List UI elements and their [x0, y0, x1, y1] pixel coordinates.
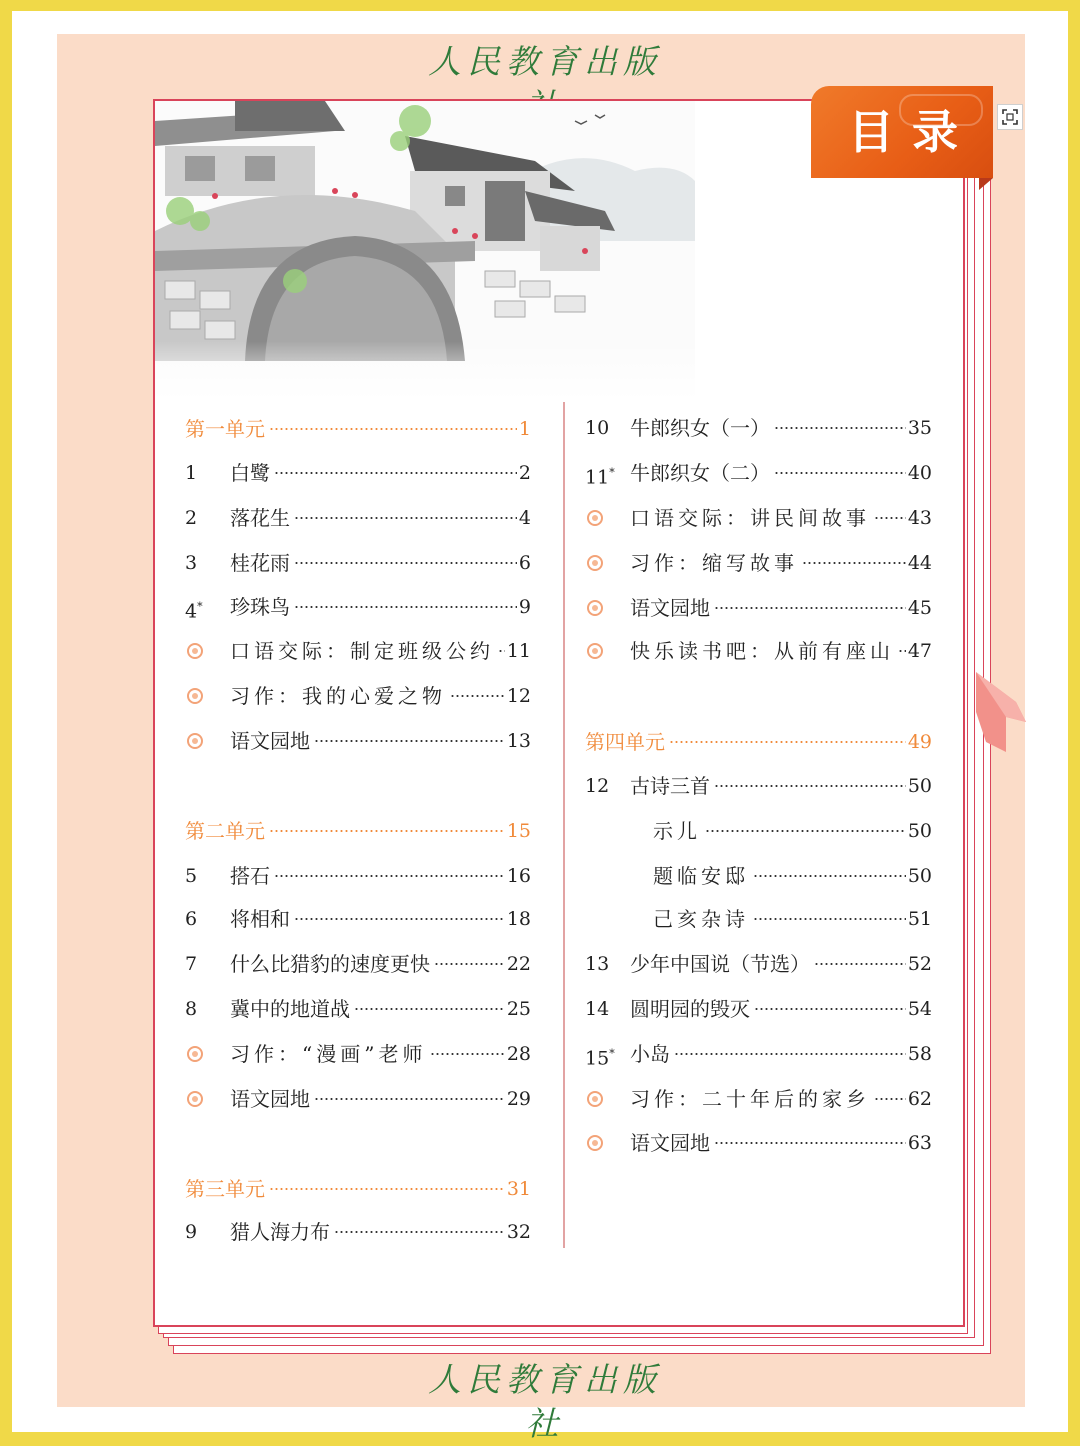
- lesson-number-text: 9: [185, 1221, 198, 1243]
- toc-item[interactable]: [185, 949, 531, 979]
- toc-item[interactable]: [585, 816, 932, 846]
- toc-item-title: 口语交际：制定班级公约: [230, 636, 496, 666]
- toc-item[interactable]: [585, 636, 932, 666]
- leader-dots: [274, 458, 517, 488]
- leader-dots: [354, 994, 505, 1024]
- page-number: 45: [907, 593, 932, 623]
- column-divider: [563, 402, 565, 1248]
- toc-item[interactable]: [185, 1039, 531, 1069]
- publisher-header: 人民教育出版: [428, 42, 662, 81]
- section-bullet-icon: [187, 688, 203, 704]
- lesson-number: [585, 1039, 625, 1073]
- lesson-number: [185, 458, 225, 488]
- publisher-footer: 人民教育出版社: [428, 1360, 662, 1443]
- page-number: 18: [506, 904, 531, 934]
- leader-dots: [314, 1084, 505, 1114]
- leader-dots: [294, 904, 505, 934]
- lesson-number-text: 4: [185, 600, 198, 623]
- section-bullet-icon: [587, 1091, 603, 1107]
- toc-item-title: 口语交际：讲民间故事: [630, 503, 872, 533]
- section-bullet-icon: [587, 510, 603, 526]
- page-number: 31: [506, 1174, 531, 1204]
- leader-dots: [714, 771, 906, 801]
- toc-item[interactable]: [185, 1084, 531, 1114]
- page-number: 32: [506, 1217, 531, 1247]
- leader-dots: [498, 636, 505, 666]
- toc-item-title: 快乐读书吧：从前有座山: [630, 636, 896, 666]
- page-number: 47: [907, 636, 932, 666]
- lesson-number: [185, 592, 225, 626]
- lesson-number: [585, 771, 625, 801]
- ribbon-bookmark: [976, 672, 1026, 752]
- leader-dots: [269, 414, 517, 444]
- page-number: 29: [506, 1084, 531, 1114]
- toc-item-title: 搭石: [230, 861, 272, 891]
- page-number: 58: [907, 1039, 932, 1069]
- toc-item-title: 语文园地: [630, 593, 712, 623]
- leader-dots: [814, 949, 906, 979]
- lesson-number: [185, 949, 225, 979]
- page-number: 1: [518, 414, 531, 444]
- toc-item[interactable]: [585, 1039, 932, 1069]
- page-number: 49: [907, 727, 932, 757]
- toc-item[interactable]: [585, 548, 932, 578]
- toc-item[interactable]: [185, 592, 531, 622]
- leader-dots: [774, 458, 906, 488]
- toc-item[interactable]: [185, 548, 531, 578]
- toc-item-title: 什么比猎豹的速度更快: [230, 949, 432, 979]
- lesson-number-text: 15: [585, 1047, 610, 1070]
- lesson-number-text: 11: [585, 466, 610, 489]
- page-number: 40: [907, 458, 932, 488]
- page-number: 28: [506, 1039, 531, 1069]
- lesson-number-text: 5: [185, 865, 198, 887]
- unit-title: 第一单元: [185, 414, 267, 444]
- toc-title: 目录: [848, 105, 976, 159]
- unit-title: 第四单元: [585, 727, 667, 757]
- toc-item-title: 牛郎织女（二）: [630, 458, 772, 488]
- section-bullet-icon: [187, 643, 203, 659]
- toc-item[interactable]: [185, 1217, 531, 1247]
- toc-item-title: 少年中国说（节选）: [630, 949, 812, 979]
- leader-dots: [714, 1128, 906, 1158]
- toc-item[interactable]: [585, 503, 932, 533]
- toc-item-title: 习作：二十年后的家乡: [630, 1084, 872, 1114]
- toc-item-title: 语文园地: [230, 726, 312, 756]
- leader-dots: [434, 949, 505, 979]
- optional-lesson-star: *: [609, 466, 615, 479]
- toc-item-title: 白鹭: [230, 458, 272, 488]
- toc-item-title: 题临安邸: [653, 861, 751, 891]
- unit-title: 第二单元: [185, 816, 267, 846]
- section-bullet-icon: [587, 600, 603, 616]
- section-bullet-icon: [187, 1046, 203, 1062]
- toc-item[interactable]: [185, 904, 531, 934]
- lesson-number-text: 14: [585, 998, 610, 1020]
- lesson-number: [185, 503, 225, 533]
- lesson-number: [185, 904, 225, 934]
- page-number: 63: [907, 1128, 932, 1158]
- toc-item-title: 珍珠鸟: [230, 592, 292, 622]
- toc-item-title: 习作：我的心爱之物: [230, 681, 448, 711]
- optional-lesson-star: *: [609, 1047, 615, 1060]
- toc-item-title: 牛郎织女（一）: [630, 413, 772, 443]
- page-number: 4: [518, 503, 531, 533]
- ink-bridge-illustration: [155, 101, 695, 401]
- leader-dots: [874, 1084, 906, 1114]
- leader-dots: [802, 548, 906, 578]
- page-number: 15: [506, 816, 531, 846]
- lesson-number-text: 8: [185, 998, 198, 1020]
- toc-item[interactable]: [185, 861, 531, 891]
- toc-item[interactable]: [585, 458, 932, 488]
- toc-item-title: 猎人海力布: [230, 1217, 332, 1247]
- leader-dots: [294, 592, 517, 622]
- page-number: 12: [506, 681, 531, 711]
- leader-dots: [898, 636, 906, 666]
- leader-dots: [269, 816, 505, 846]
- page-number: 54: [907, 994, 932, 1024]
- lesson-number: [585, 458, 625, 492]
- lesson-number-text: 10: [585, 417, 610, 439]
- page-number: 62: [907, 1084, 932, 1114]
- page-number: 13: [506, 726, 531, 756]
- page-number: 6: [518, 548, 531, 578]
- toc-item[interactable]: [185, 726, 531, 756]
- section-bullet-icon: [587, 555, 603, 571]
- leader-dots: [754, 994, 906, 1024]
- toc-item[interactable]: [585, 1128, 932, 1158]
- unit-heading[interactable]: [185, 1174, 531, 1204]
- leader-dots: [269, 1174, 505, 1204]
- lesson-number: [585, 413, 625, 443]
- lesson-number-text: 2: [185, 507, 198, 529]
- toc-item-title: 习作：缩写故事: [630, 548, 800, 578]
- unit-title: 第三单元: [185, 1174, 267, 1204]
- page-number: 11: [506, 636, 531, 666]
- toc-item[interactable]: [185, 681, 531, 711]
- leader-dots: [705, 816, 906, 846]
- lesson-number-text: 7: [185, 953, 198, 975]
- lesson-number-text: 13: [585, 953, 610, 975]
- toc-item-title: 古诗三首: [630, 771, 712, 801]
- page-number: 52: [907, 949, 932, 979]
- lesson-number: [185, 1217, 225, 1247]
- page-number: 50: [907, 771, 932, 801]
- lesson-number-text: 6: [185, 908, 198, 930]
- leader-dots: [774, 413, 906, 443]
- toc-item-title: 示儿: [653, 816, 703, 846]
- page-number: 25: [506, 994, 531, 1024]
- toc-item[interactable]: [185, 503, 531, 533]
- toc-item[interactable]: [585, 949, 932, 979]
- page-number: 50: [907, 861, 932, 891]
- toc-item-title: 落花生: [230, 503, 292, 533]
- lesson-number-text: 1: [185, 462, 198, 484]
- toc-item[interactable]: [185, 636, 531, 666]
- leader-dots: [753, 904, 906, 934]
- toc-item[interactable]: [585, 994, 932, 1024]
- toc-item-title: 语文园地: [230, 1084, 312, 1114]
- leader-dots: [450, 681, 505, 711]
- toc-item[interactable]: [585, 1084, 932, 1114]
- leader-dots: [874, 503, 906, 533]
- tab-pattern-decoration: [899, 94, 983, 126]
- lesson-number: [185, 861, 225, 891]
- section-bullet-icon: [587, 643, 603, 659]
- page-number: 50: [907, 816, 932, 846]
- page-number: 44: [907, 548, 932, 578]
- toc-item-title: 语文园地: [630, 1128, 712, 1158]
- page-number: 9: [518, 592, 531, 622]
- lesson-number: [585, 949, 625, 979]
- toc-item-title: 习作：“漫画”老师: [230, 1039, 428, 1069]
- leader-dots: [314, 726, 505, 756]
- toc-item[interactable]: [585, 771, 932, 801]
- leader-dots: [294, 548, 517, 578]
- unit-heading[interactable]: [185, 414, 531, 444]
- leader-dots: [430, 1039, 505, 1069]
- lesson-number: [185, 994, 225, 1024]
- toc-item[interactable]: [585, 904, 932, 934]
- leader-dots: [669, 727, 906, 757]
- page-number: 51: [907, 904, 932, 934]
- leader-dots: [753, 861, 906, 891]
- toc-item[interactable]: [585, 861, 932, 891]
- section-bullet-icon: [587, 1135, 603, 1151]
- toc-item[interactable]: [585, 413, 932, 443]
- optional-lesson-star: *: [197, 600, 203, 613]
- page-number: 35: [907, 413, 932, 443]
- tab-fold: [979, 178, 993, 190]
- section-bullet-icon: [187, 1091, 203, 1107]
- leader-dots: [274, 861, 505, 891]
- toc-item[interactable]: [185, 994, 531, 1024]
- leader-dots: [334, 1217, 505, 1247]
- lesson-number: [585, 994, 625, 1024]
- toc-item[interactable]: [585, 593, 932, 623]
- toc-title-tab: [811, 86, 993, 178]
- leader-dots: [294, 503, 517, 533]
- page-number: 2: [518, 458, 531, 488]
- leader-dots: [714, 593, 906, 623]
- unit-heading[interactable]: [185, 816, 531, 846]
- fullscreen-icon[interactable]: [997, 104, 1023, 130]
- toc-item-title: 己亥杂诗: [653, 904, 751, 934]
- toc-item-title: 小岛: [630, 1039, 672, 1069]
- toc-item-title: 圆明园的毁灭: [630, 994, 752, 1024]
- lesson-number-text: 3: [185, 552, 198, 574]
- page-number: 43: [907, 503, 932, 533]
- toc-item[interactable]: [185, 458, 531, 488]
- unit-heading[interactable]: [585, 727, 932, 757]
- lesson-number: [185, 548, 225, 578]
- leader-dots: [674, 1039, 906, 1069]
- toc-item-title: 冀中的地道战: [230, 994, 352, 1024]
- section-bullet-icon: [187, 733, 203, 749]
- page-number: 22: [506, 949, 531, 979]
- toc-item-title: 桂花雨: [230, 548, 292, 578]
- page-number: 16: [506, 861, 531, 891]
- lesson-number-text: 12: [585, 775, 610, 797]
- toc-item-title: 将相和: [230, 904, 292, 934]
